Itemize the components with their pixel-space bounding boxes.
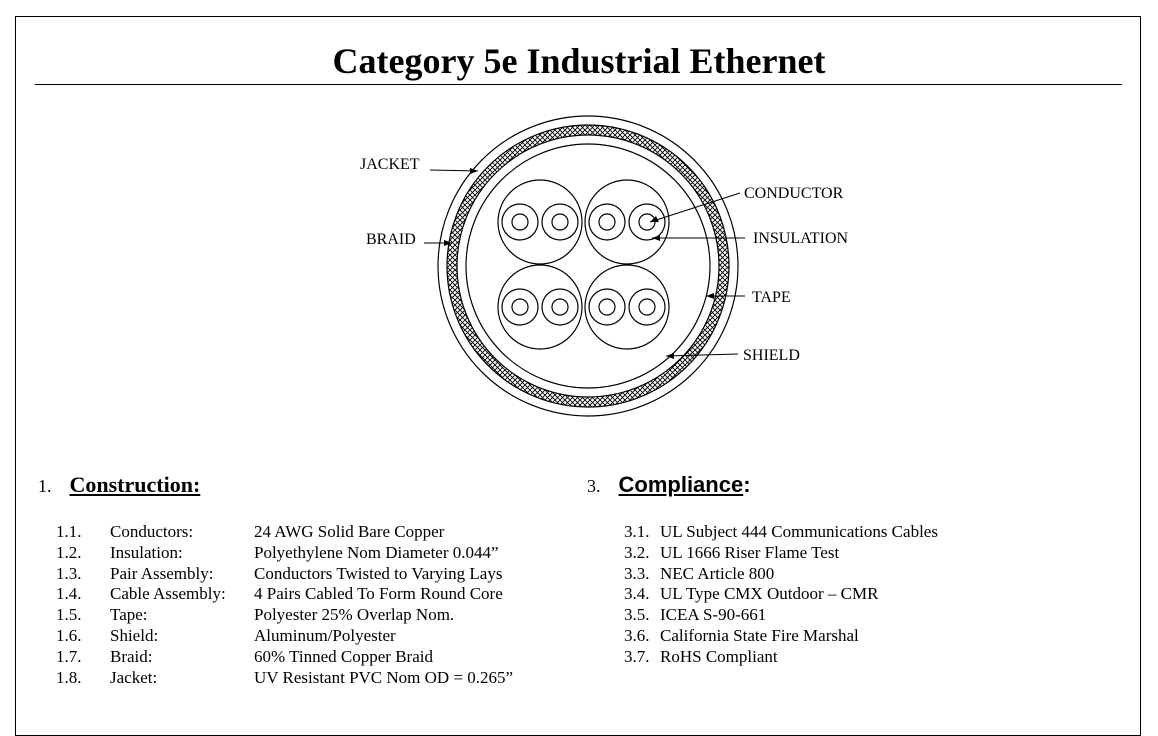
construction-item: 1.5. Tape: Polyester 25% Overlap Nom.	[56, 605, 455, 625]
label-conductor: CONDUCTOR	[744, 185, 844, 202]
compliance-colon: :	[743, 472, 751, 497]
compliance-title: Compliance	[618, 472, 744, 497]
construction-item: 1.2. Insulation: Polyethylene Nom Diameter 0.044”	[56, 542, 499, 562]
tape-ring	[466, 144, 710, 388]
compliance-item: 3.7. RoHS Compliant	[624, 646, 778, 666]
title-rule	[35, 84, 1122, 85]
label-jacket: JACKET	[360, 156, 420, 173]
cable-cross-section-diagram	[340, 108, 880, 426]
construction-number: 1.	[38, 476, 52, 496]
compliance-list	[624, 522, 938, 668]
compliance-item: 3.5. ICEA S-90-661	[624, 605, 767, 625]
label-tape: TAPE	[752, 289, 791, 306]
label-shield: SHIELD	[743, 347, 800, 364]
pair-3	[498, 265, 582, 349]
construction-item: 1.6. Shield: Aluminum/Polyester	[56, 625, 396, 645]
construction-item: 1.4. Cable Assembly: 4 Pairs Cabled To Form Round Core	[56, 584, 503, 604]
compliance-number: 3.	[587, 476, 601, 496]
compliance-item: 3.1. UL Subject 444 Communications Cables	[624, 522, 938, 541]
compliance-heading	[587, 472, 751, 498]
construction-item: 1.7. Braid: 60% Tinned Copper Braid	[56, 646, 433, 666]
page-title: Category 5e Industrial Ethernet	[332, 41, 826, 81]
construction-item: 1.1. Conductors: 24 AWG Solid Bare Copper	[56, 522, 445, 541]
construction-list	[56, 522, 513, 688]
pair-4	[585, 265, 669, 349]
compliance-item: 3.6. California State Fire Marshal	[624, 625, 859, 645]
pair-1	[498, 180, 582, 264]
label-insulation: INSULATION	[753, 230, 849, 247]
compliance-item: 3.3. NEC Article 800	[624, 563, 775, 583]
label-braid: BRAID	[366, 231, 416, 248]
construction-title: Construction:	[69, 472, 201, 497]
construction-item: 1.3. Pair Assembly: Conductors Twisted to Varying Lays	[56, 563, 503, 583]
construction-heading	[38, 472, 200, 498]
compliance-item: 3.4. UL Type CMX Outdoor – CMR	[624, 584, 879, 604]
construction-item: 1.8. Jacket: UV Resistant PVC Nom OD = 0.265”	[56, 667, 514, 687]
compliance-item: 3.2. UL 1666 Riser Flame Test	[624, 542, 840, 562]
